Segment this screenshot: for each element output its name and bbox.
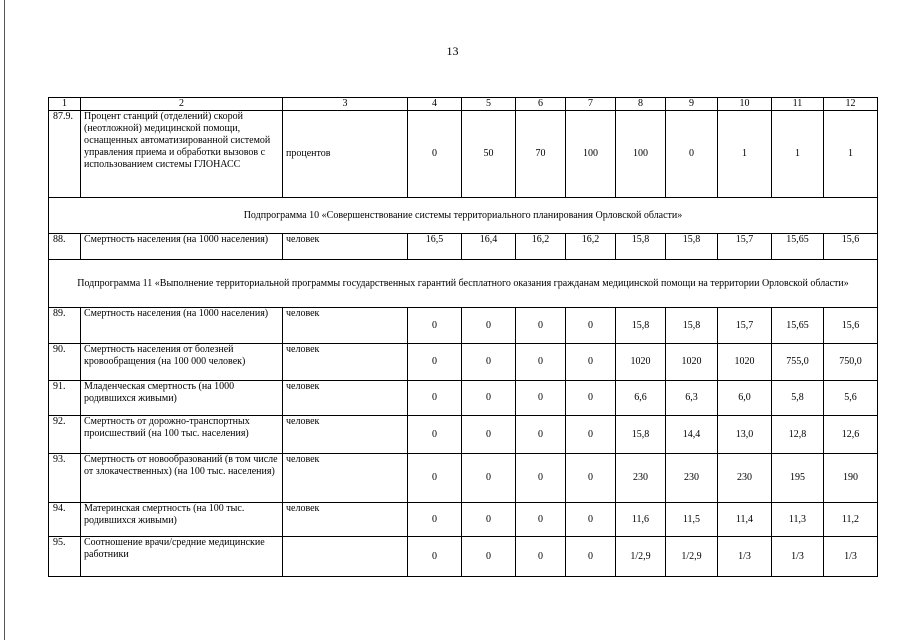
value-cell: 0 [566, 537, 616, 577]
value-cell: 15,8 [666, 234, 718, 260]
value-cell: 0 [408, 381, 462, 416]
table-row [49, 454, 878, 503]
value-cell: 100 [616, 111, 666, 198]
subprogram-row [49, 260, 878, 308]
table-row [49, 308, 878, 344]
column-number-cell: 1 [49, 98, 81, 111]
value-cell: 195 [772, 454, 824, 503]
value-cell: 0 [408, 537, 462, 577]
indicators-table [48, 97, 878, 577]
value-cell: 0 [516, 416, 566, 454]
value-cell: 190 [824, 454, 878, 503]
indicator-name: Процент станций (отделений) скорой (неотложной) медицинской помощи, оснащенных автоматизированной системой управления приема и обработки вызовов с использованием системы ГЛОНАСС [81, 111, 283, 198]
value-cell: 11,3 [772, 503, 824, 537]
value-cell: 0 [666, 111, 718, 198]
value-cell: 0 [462, 381, 516, 416]
value-cell: 0 [566, 381, 616, 416]
column-number-cell: 12 [824, 98, 878, 111]
page-number: 13 [446, 44, 459, 58]
value-cell: 0 [566, 344, 616, 381]
value-cell: 755,0 [772, 344, 824, 381]
row-number: 95. [49, 537, 81, 577]
value-cell: 100 [566, 111, 616, 198]
value-cell: 0 [516, 344, 566, 381]
value-cell: 0 [566, 308, 616, 344]
value-cell: 5,6 [824, 381, 878, 416]
row-number: 94. [49, 503, 81, 537]
indicator-name: Соотношение врачи/средние медицинские работники [81, 537, 283, 577]
value-cell: 1 [718, 111, 772, 198]
unit-cell: человек [283, 381, 408, 416]
value-cell: 14,4 [666, 416, 718, 454]
value-cell: 0 [566, 416, 616, 454]
value-cell: 0 [516, 381, 566, 416]
value-cell: 6,6 [616, 381, 666, 416]
value-cell: 15,8 [616, 234, 666, 260]
column-number-cell: 11 [772, 98, 824, 111]
unit-cell [283, 537, 408, 577]
value-cell: 11,5 [666, 503, 718, 537]
subprogram-title: Подпрограмма 10 «Совершенствование системы территориального планирования Орловской области» [49, 198, 878, 234]
value-cell: 1/3 [718, 537, 772, 577]
value-cell: 0 [462, 503, 516, 537]
value-cell: 0 [408, 308, 462, 344]
row-number: 93. [49, 454, 81, 503]
table-row [49, 111, 878, 198]
value-cell: 5,8 [772, 381, 824, 416]
indicator-name: Смертность от новообразований (в том числе от злокачественных) (на 100 тыс. населения) [81, 454, 283, 503]
value-cell: 0 [408, 454, 462, 503]
value-cell: 15,65 [772, 308, 824, 344]
value-cell: 16,2 [566, 234, 616, 260]
value-cell: 0 [516, 308, 566, 344]
indicator-name: Смертность населения (на 1000 населения) [81, 234, 283, 260]
column-number-cell: 2 [81, 98, 283, 111]
value-cell: 1 [824, 111, 878, 198]
value-cell: 15,8 [666, 308, 718, 344]
value-cell: 1/3 [772, 537, 824, 577]
table-row [49, 234, 878, 260]
value-cell: 0 [462, 416, 516, 454]
value-cell: 15,8 [616, 308, 666, 344]
value-cell: 0 [462, 344, 516, 381]
indicator-name: Смертность населения (на 1000 населения) [81, 308, 283, 344]
value-cell: 13,0 [718, 416, 772, 454]
row-number: 90. [49, 344, 81, 381]
value-cell: 16,5 [408, 234, 462, 260]
unit-cell: человек [283, 416, 408, 454]
column-number-cell: 3 [283, 98, 408, 111]
table-row [49, 416, 878, 454]
value-cell: 1020 [718, 344, 772, 381]
row-number: 88. [49, 234, 81, 260]
value-cell: 1/2,9 [666, 537, 718, 577]
value-cell: 0 [408, 111, 462, 198]
value-cell: 0 [566, 503, 616, 537]
indicator-name: Материнская смертность (на 100 тыс. родившихся живыми) [81, 503, 283, 537]
indicator-name: Смертность населения от болезней кровообращения (на 100 000 человек) [81, 344, 283, 381]
value-cell: 1/2,9 [616, 537, 666, 577]
value-cell: 0 [408, 416, 462, 454]
value-cell: 1 [772, 111, 824, 198]
unit-cell: человек [283, 344, 408, 381]
column-number-cell: 8 [616, 98, 666, 111]
value-cell: 0 [408, 503, 462, 537]
subprogram-title: Подпрограмма 11 «Выполнение территориальной программы государственных гарантий бесплатного оказания гражданам медицинской помощи на территории Орловской области» [49, 260, 878, 308]
column-number-cell: 6 [516, 98, 566, 111]
value-cell: 16,2 [516, 234, 566, 260]
column-number-cell: 9 [666, 98, 718, 111]
value-cell: 0 [408, 344, 462, 381]
page-edge-line [4, 0, 5, 640]
value-cell: 750,0 [824, 344, 878, 381]
value-cell: 1020 [616, 344, 666, 381]
value-cell: 11,6 [616, 503, 666, 537]
row-number: 92. [49, 416, 81, 454]
value-cell: 6,0 [718, 381, 772, 416]
row-number: 89. [49, 308, 81, 344]
value-cell: 15,7 [718, 234, 772, 260]
value-cell: 11,2 [824, 503, 878, 537]
value-cell: 0 [566, 454, 616, 503]
row-number: 87.9. [49, 111, 81, 198]
unit-cell: человек [283, 454, 408, 503]
table-row [49, 344, 878, 381]
value-cell: 15,6 [824, 308, 878, 344]
unit-cell: процентов [283, 111, 408, 198]
value-cell: 70 [516, 111, 566, 198]
table-row [49, 537, 878, 577]
column-number-cell: 10 [718, 98, 772, 111]
value-cell: 15,8 [616, 416, 666, 454]
value-cell: 0 [462, 537, 516, 577]
unit-cell: человек [283, 503, 408, 537]
table-row [49, 381, 878, 416]
column-number-cell: 7 [566, 98, 616, 111]
column-number-row [49, 98, 878, 111]
row-number: 91. [49, 381, 81, 416]
unit-cell: человек [283, 308, 408, 344]
indicator-name: Младенческая смертность (на 1000 родившихся живыми) [81, 381, 283, 416]
value-cell: 15,65 [772, 234, 824, 260]
unit-cell: человек [283, 234, 408, 260]
table-row [49, 503, 878, 537]
indicator-name: Смертность от дорожно-транспортных происшествий (на 100 тыс. населения) [81, 416, 283, 454]
value-cell: 50 [462, 111, 516, 198]
value-cell: 15,6 [824, 234, 878, 260]
value-cell: 6,3 [666, 381, 718, 416]
value-cell: 230 [616, 454, 666, 503]
value-cell: 0 [462, 308, 516, 344]
column-number-cell: 5 [462, 98, 516, 111]
value-cell: 12,6 [824, 416, 878, 454]
value-cell: 230 [666, 454, 718, 503]
value-cell: 0 [516, 537, 566, 577]
value-cell: 1020 [666, 344, 718, 381]
value-cell: 15,7 [718, 308, 772, 344]
value-cell: 1/3 [824, 537, 878, 577]
value-cell: 0 [516, 503, 566, 537]
column-number-cell: 4 [408, 98, 462, 111]
value-cell: 12,8 [772, 416, 824, 454]
subprogram-row [49, 198, 878, 234]
value-cell: 0 [462, 454, 516, 503]
value-cell: 11,4 [718, 503, 772, 537]
value-cell: 16,4 [462, 234, 516, 260]
value-cell: 230 [718, 454, 772, 503]
value-cell: 0 [516, 454, 566, 503]
